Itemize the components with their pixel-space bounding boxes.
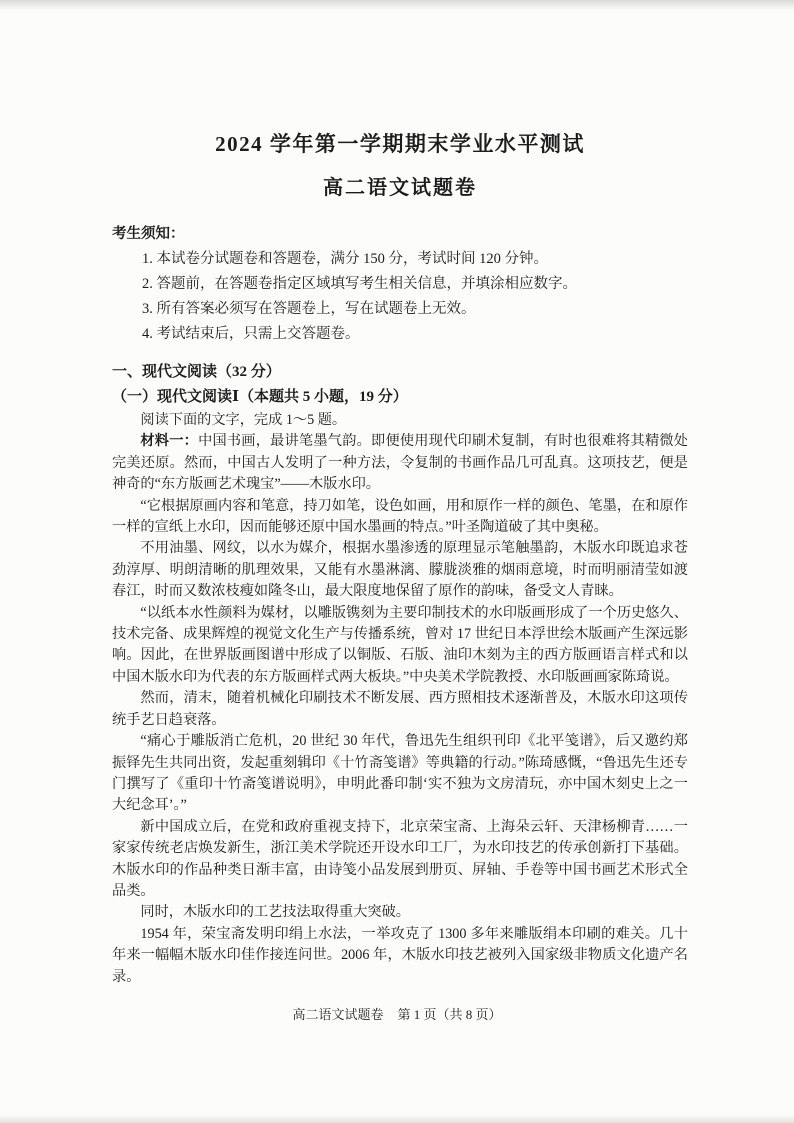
notice-item: 2. 答题前，在答题卷指定区域填写考生相关信息，并填涂相应数字。 [142,276,577,292]
article-paragraph [112,431,688,495]
page-subtitle: 高二语文试题卷 [323,177,477,199]
article-paragraph: 然而，清末，随着机械化印刷技术不断发展、西方照相技术逐渐普及，木版水印这项传统手艺日趋衰落。 [112,690,688,728]
notice-item: 1. 本试卷分试题卷和答题卷，满分 150 分，考试时间 120 分钟。 [142,251,548,267]
notice-item: 3. 所有答案必须写在答题卷上，写在试题卷上无效。 [142,301,476,317]
article-paragraph: 1954 年，荣宝斋发明印绢上水法，一举攻克了 1300 多年来雕版绢本印刷的难关。几十年来一幅幅木版水印佳作接连问世。2006 年，木版水印技艺被列入国家级非物质文化遗产名录。 [112,925,688,985]
article-paragraph: “它根据原画内容和笔意，持刀如笔，设色如画，用和原作一样的颜色、笔墨，在和原作一样的宣纸上水印，因而能够还原中国水墨画的特点。”叶圣陶道破了其中奥秘。 [112,497,688,536]
article-paragraph: “痛心于雕版消亡危机，20 世纪 30 年代，鲁迅先生组织刊印《北平笺谱》，后又邀约郑振铎先生共同出资，发起重刻辑印《十竹斋笺谱》等典籍的行动。”陈琦感慨，“鲁迅先生还专门撰写了《重印十竹斋笺谱说明》，申明此番印制‘实不独为文房清玩，亦中国木刻史上之一大纪念耳’。” [112,733,688,814]
scan-edge-top [0,0,794,10]
reading-instruction: 阅读下面的文字，完成 1～5 题。 [140,412,347,428]
article-paragraph: “以纸本水性颜料为媒材，以雕版镌刻为主要印制技术的水印版画形成了一个历史悠久、技术完备、成果辉煌的视觉文化生产与传播系统，曾对 17 世纪日本浮世绘木版画产生深远影响。因此，在世界版画图谱中形成了以铜版、石版、油印木刻为主的西方版画语言样式和以中国木版水印为代表的东方版画样式两大板块。”中央美术学院教授、水印版画画家陈琦说。 [112,604,688,685]
article-body [112,410,688,988]
subsection-heading: （一）现代文阅读Ⅰ（本题共 5 小题，19 分） [112,389,408,405]
notice-section [112,222,688,347]
scan-edge-bottom [0,1115,794,1123]
material-label: 材料一： [140,433,199,450]
section-heading: 一、现代文阅读（32 分） [112,364,281,380]
notice-item: 4. 考试结束后，只需上交答题卷。 [142,326,360,342]
page-content [112,128,688,988]
notice-heading: 考生须知： [112,226,185,242]
page-footer [0,1004,794,1023]
article-paragraph-text: 中国书画，最讲笔墨气韵。即便使用现代印刷术复制，有时也很难将其精微处完美还原。然而，中国古人发明了一种方法，令复制的书画作品几可乱真。这项技艺，便是神奇的“东方版画艺术瑰宝”——木版水印。 [112,433,688,493]
page-title: 2024 学年第一学期期末学业水平测试 [215,132,585,156]
article-paragraph: 不用油墨、网纹，以水为媒介，根据水墨渗透的原理显示笔触墨韵，木版水印既追求苍劲淳厚、明朗清晰的肌理效果，又能有水墨淋漓、朦胧淡雅的烟雨意境，时而明丽清莹如渡春江，时而又数浓枝瘦如隆冬山，最大限度地保留了原作的韵味，备受文人青睐。 [112,540,688,600]
footer-paper-name: 高二语文试题卷 [292,1007,384,1022]
article-paragraph: 新中国成立后，在党和政府重视支持下，北京荣宝斋、上海朵云轩、天津杨柳青……一家家传统老店焕发新生，浙江美术学院还开设水印工厂，为水印技艺的传承创新打下基础。木版水印的作品种类日渐丰富，由诗笺小品发展到册页、屏轴、手卷等中国书画艺术形式全品类。 [112,818,688,899]
footer-page-number: 第 1 页（共 8 页） [397,1007,502,1022]
article-paragraph: 同时，木版水印的工艺技法取得重大突破。 [140,904,410,921]
